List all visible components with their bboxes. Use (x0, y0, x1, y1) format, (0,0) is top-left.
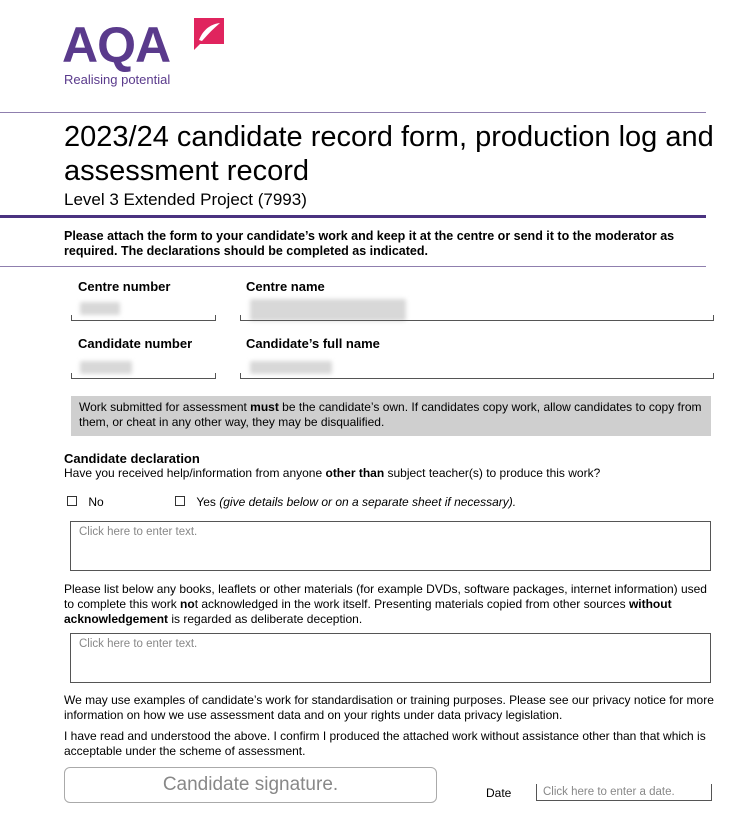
aqa-logo-mark-icon (190, 14, 228, 52)
page-subtitle: Level 3 Extended Project (7993) (64, 190, 307, 209)
date-label: Date (486, 786, 512, 800)
yes-hint: (give details below or on a separate sheet if necessary). (219, 495, 517, 509)
no-checkbox[interactable] (67, 496, 77, 506)
help-question: Have you received help/information from anyone other than subject teacher(s) to produce this work? (64, 466, 601, 480)
confirmation-statement: I have read and understood the above. I confirm I produced the attached work without assistance other than that which is acceptable under the scheme of assessment. (64, 729, 706, 758)
aqa-logo: AQA (62, 17, 171, 73)
divider (0, 215, 706, 218)
candidate-name-field[interactable] (240, 373, 714, 379)
candidate-signature-field[interactable]: Candidate signature. (64, 767, 437, 803)
yes-checkbox[interactable] (175, 496, 185, 506)
materials-textbox[interactable]: Click here to enter text. (70, 633, 711, 683)
no-option[interactable] (67, 495, 104, 510)
candidate-number-label: Candidate number (78, 336, 193, 351)
centre-number-label: Centre number (78, 279, 171, 294)
logo-tagline: Realising potential (64, 72, 171, 87)
candidate-name-label: Candidate’s full name (246, 336, 380, 351)
candidate-declaration-heading: Candidate declaration (64, 451, 200, 466)
candidate-number-field[interactable] (71, 373, 216, 379)
centre-number-field[interactable] (71, 315, 216, 321)
materials-instructions: Please list below any books, leaflets or other materials (for example DVDs, software packages, internet information) used to complete this work not acknowledged in the work itself. Presenting materials copied from other sources without acknowledgement is regarded as deliberate deception. (64, 582, 707, 626)
privacy-notice: We may use examples of candidate’s work for standardisation or training purposes. Please see our privacy notice for more information on how we use assessment data and on your rights under data privacy legislation. (64, 693, 714, 722)
yes-label: Yes (196, 495, 216, 509)
centre-name-label: Centre name (246, 279, 325, 294)
no-label: No (88, 495, 104, 509)
help-details-textbox[interactable]: Click here to enter text. (70, 521, 711, 571)
date-field[interactable]: Click here to enter a date. (536, 784, 712, 801)
divider (0, 112, 706, 113)
intro-instructions: Please attach the form to your candidate’s work and keep it at the centre or send it to the moderator as required. The declarations should be completed as indicated. (64, 229, 675, 258)
yes-option[interactable] (175, 495, 516, 510)
centre-number-redacted (80, 302, 120, 315)
centre-name-field[interactable] (240, 315, 714, 321)
page-title: 2023/24 candidate record form, production log and assessment record (64, 121, 714, 187)
disqualification-notice: Work submitted for assessment must be the candidate’s own. If candidates copy work, allow candidates to copy from them, or cheat in any other way, they may be disqualified. (71, 396, 711, 436)
divider (0, 266, 706, 267)
